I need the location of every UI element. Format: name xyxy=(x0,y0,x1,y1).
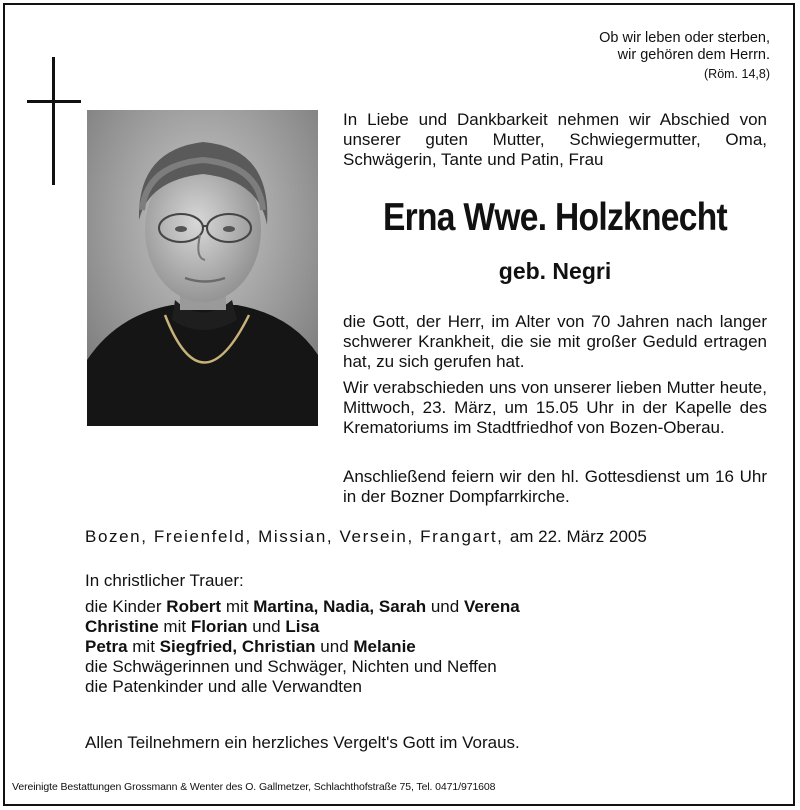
bible-verse xyxy=(599,30,770,83)
mourner-name: Christine xyxy=(85,617,159,636)
mourner-text: mit xyxy=(163,617,187,636)
cross-icon-bar xyxy=(27,100,81,103)
mourner-name: Lisa xyxy=(285,617,320,636)
place-list: Bozen, Freienfeld, Missian, Versein, Frangart, xyxy=(85,527,504,546)
portrait-photo xyxy=(87,110,318,426)
mourner-text: und xyxy=(320,637,349,656)
mourners-row-relatives: die Schwägerinnen und Schwäger, Nichten und Neffen xyxy=(85,657,497,676)
thanks-text: Allen Teilnehmern ein herzliches Vergelt's Gott im Voraus. xyxy=(85,733,520,752)
mourner-name: Siegfried, Christian xyxy=(159,637,316,656)
mourners-row-children-1 xyxy=(85,597,765,617)
bible-verse-line-2: wir gehören dem Herrn. xyxy=(617,47,770,63)
farewell-paragraph: Wir verabschieden uns von unserer lieben Mutter heute, Mittwoch, 23. März, um 15.05 Uhr in der Kapelle des Krematoriums im Stadtfriedhof von Bozen-Oberau. xyxy=(343,378,767,437)
bible-verse-reference: (Röm. 14,8) xyxy=(704,67,770,81)
bible-verse-line-1: Ob wir leben oder sterben, xyxy=(599,30,770,46)
mourner-text: und xyxy=(430,597,460,616)
notice-date: am 22. März 2005 xyxy=(509,527,647,546)
place-and-date xyxy=(85,527,647,547)
mourners-list xyxy=(85,571,765,697)
mourners-row-godchildren: die Patenkinder und alle Verwandten xyxy=(85,677,362,696)
mourner-text: und xyxy=(252,617,281,636)
portrait-image xyxy=(87,110,318,426)
mourners-row-children-3 xyxy=(85,637,765,657)
mourner-name: Florian xyxy=(190,617,248,636)
mourner-name: Robert xyxy=(166,597,222,616)
mourner-text: die Kinder xyxy=(85,597,162,616)
mourner-name: Verena xyxy=(463,597,520,616)
death-paragraph: die Gott, der Herr, im Alter von 70 Jahren nach langer schwerer Krankheit, die sie mit großer Geduld ertragen hat, zu sich gerufen hat. xyxy=(343,312,767,371)
mourners-row-children-2 xyxy=(85,617,765,637)
deceased-name: Erna Wwe. Holzknecht xyxy=(382,196,728,239)
mourner-name: Melanie xyxy=(353,637,416,656)
mourners-heading: In christlicher Trauer: xyxy=(85,571,244,590)
service-paragraph: Anschließend feiern wir den hl. Gottesdienst um 16 Uhr in der Bozner Dompfarrkirche. xyxy=(343,467,767,506)
mourner-name: Martina, Nadia, Sarah xyxy=(253,597,427,616)
mourner-text: mit xyxy=(225,597,249,616)
cross-icon xyxy=(52,57,55,185)
intro-text: In Liebe und Dankbarkeit nehmen wir Abschied von unserer guten Mutter, Schwiegermutter, Oma, Schwägerin, Tante und Patin, Frau xyxy=(343,110,767,169)
birth-name: geb. Negri xyxy=(498,258,612,284)
mourner-text: mit xyxy=(132,637,155,656)
funeral-home-footer: Vereinigte Bestattungen Grossmann & Wenter des O. Gallmetzer, Schlachthofstraße 75, Tel. 0471/971608 xyxy=(12,781,496,793)
mourner-name: Petra xyxy=(85,637,128,656)
